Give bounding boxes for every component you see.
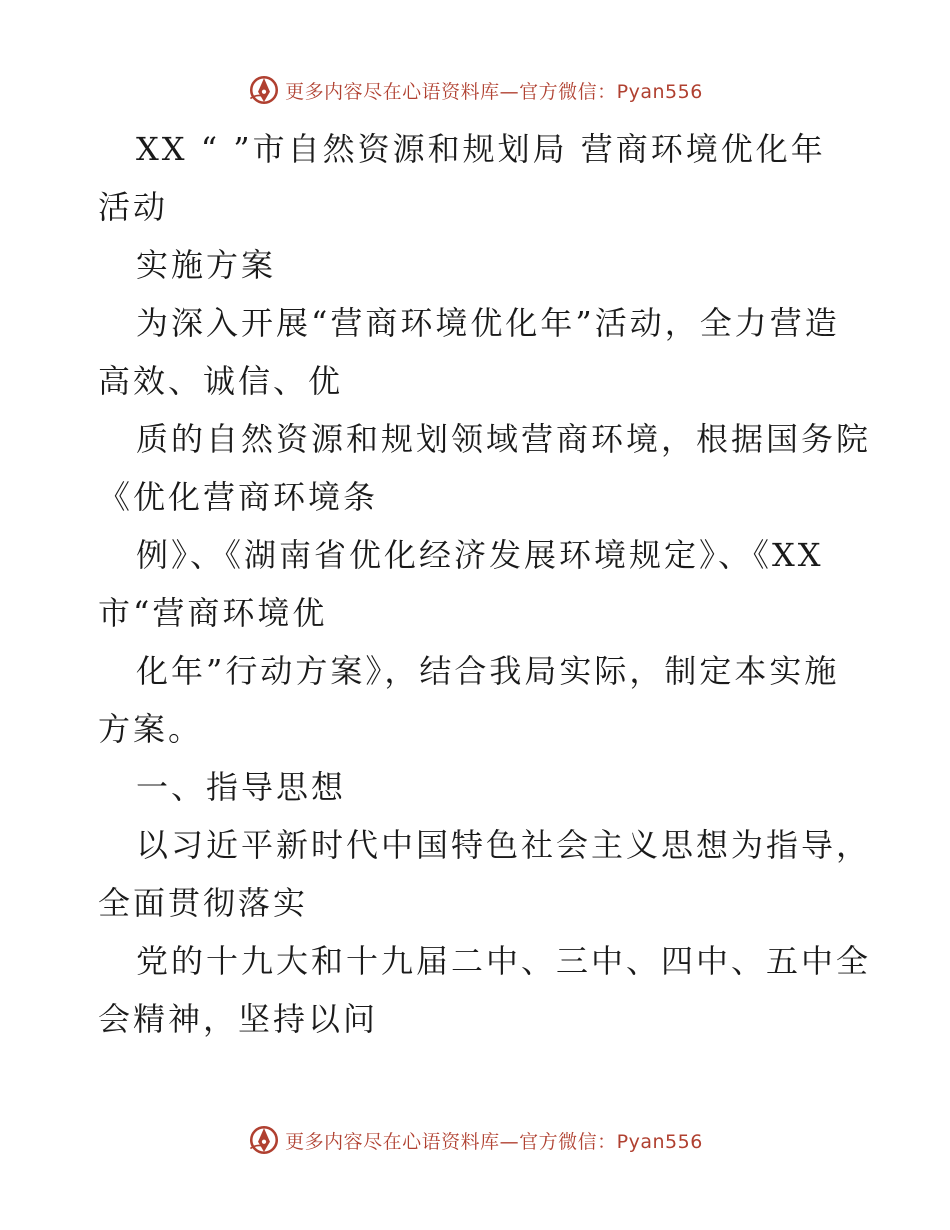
document-body	[98, 120, 872, 1048]
footer-watermark	[0, 1120, 950, 1160]
document-line: 高效、诚信、优	[98, 362, 344, 400]
document-line: 市“营商环境优	[98, 594, 328, 632]
watermark-text: 更多内容尽在心语资料库—官方微信：Pyan556	[285, 1130, 703, 1153]
document-line: 实施方案	[136, 246, 277, 284]
document-line: 为深入开展“营商环境优化年”活动，全力营造	[136, 304, 840, 342]
document-line: 全面贯彻落实	[98, 884, 309, 922]
document-line: 《优化营商环境条	[98, 478, 379, 516]
document-line: 一、指导思想	[136, 768, 347, 806]
document-line: 党的十九大和十九届二中、三中、四中、五中全	[136, 942, 872, 980]
pen-nib-circle-logo	[247, 1123, 281, 1157]
pen-nib-circle-logo	[247, 73, 281, 107]
document-line: 质的自然资源和规划领域营商环境，根据国务院	[136, 420, 872, 458]
document-line: 化年”行动方案》，结合我局实际，制定本实施	[136, 652, 840, 690]
document-line: 方案。	[98, 710, 204, 748]
document-line: 以习近平新时代中国特色社会主义思想为指导，	[136, 826, 872, 864]
document-line: 会精神，坚持以问	[98, 1000, 379, 1038]
header-watermark	[0, 70, 950, 110]
watermark-text: 更多内容尽在心语资料库—官方微信：Pyan556	[285, 80, 703, 103]
document-line: 例》、《湖南省优化经济发展环境规定》、《XX	[136, 536, 824, 574]
document-line: XX “ ”市自然资源和规划局 营商环境优化年	[136, 130, 826, 168]
document-line: 活动	[98, 188, 169, 226]
